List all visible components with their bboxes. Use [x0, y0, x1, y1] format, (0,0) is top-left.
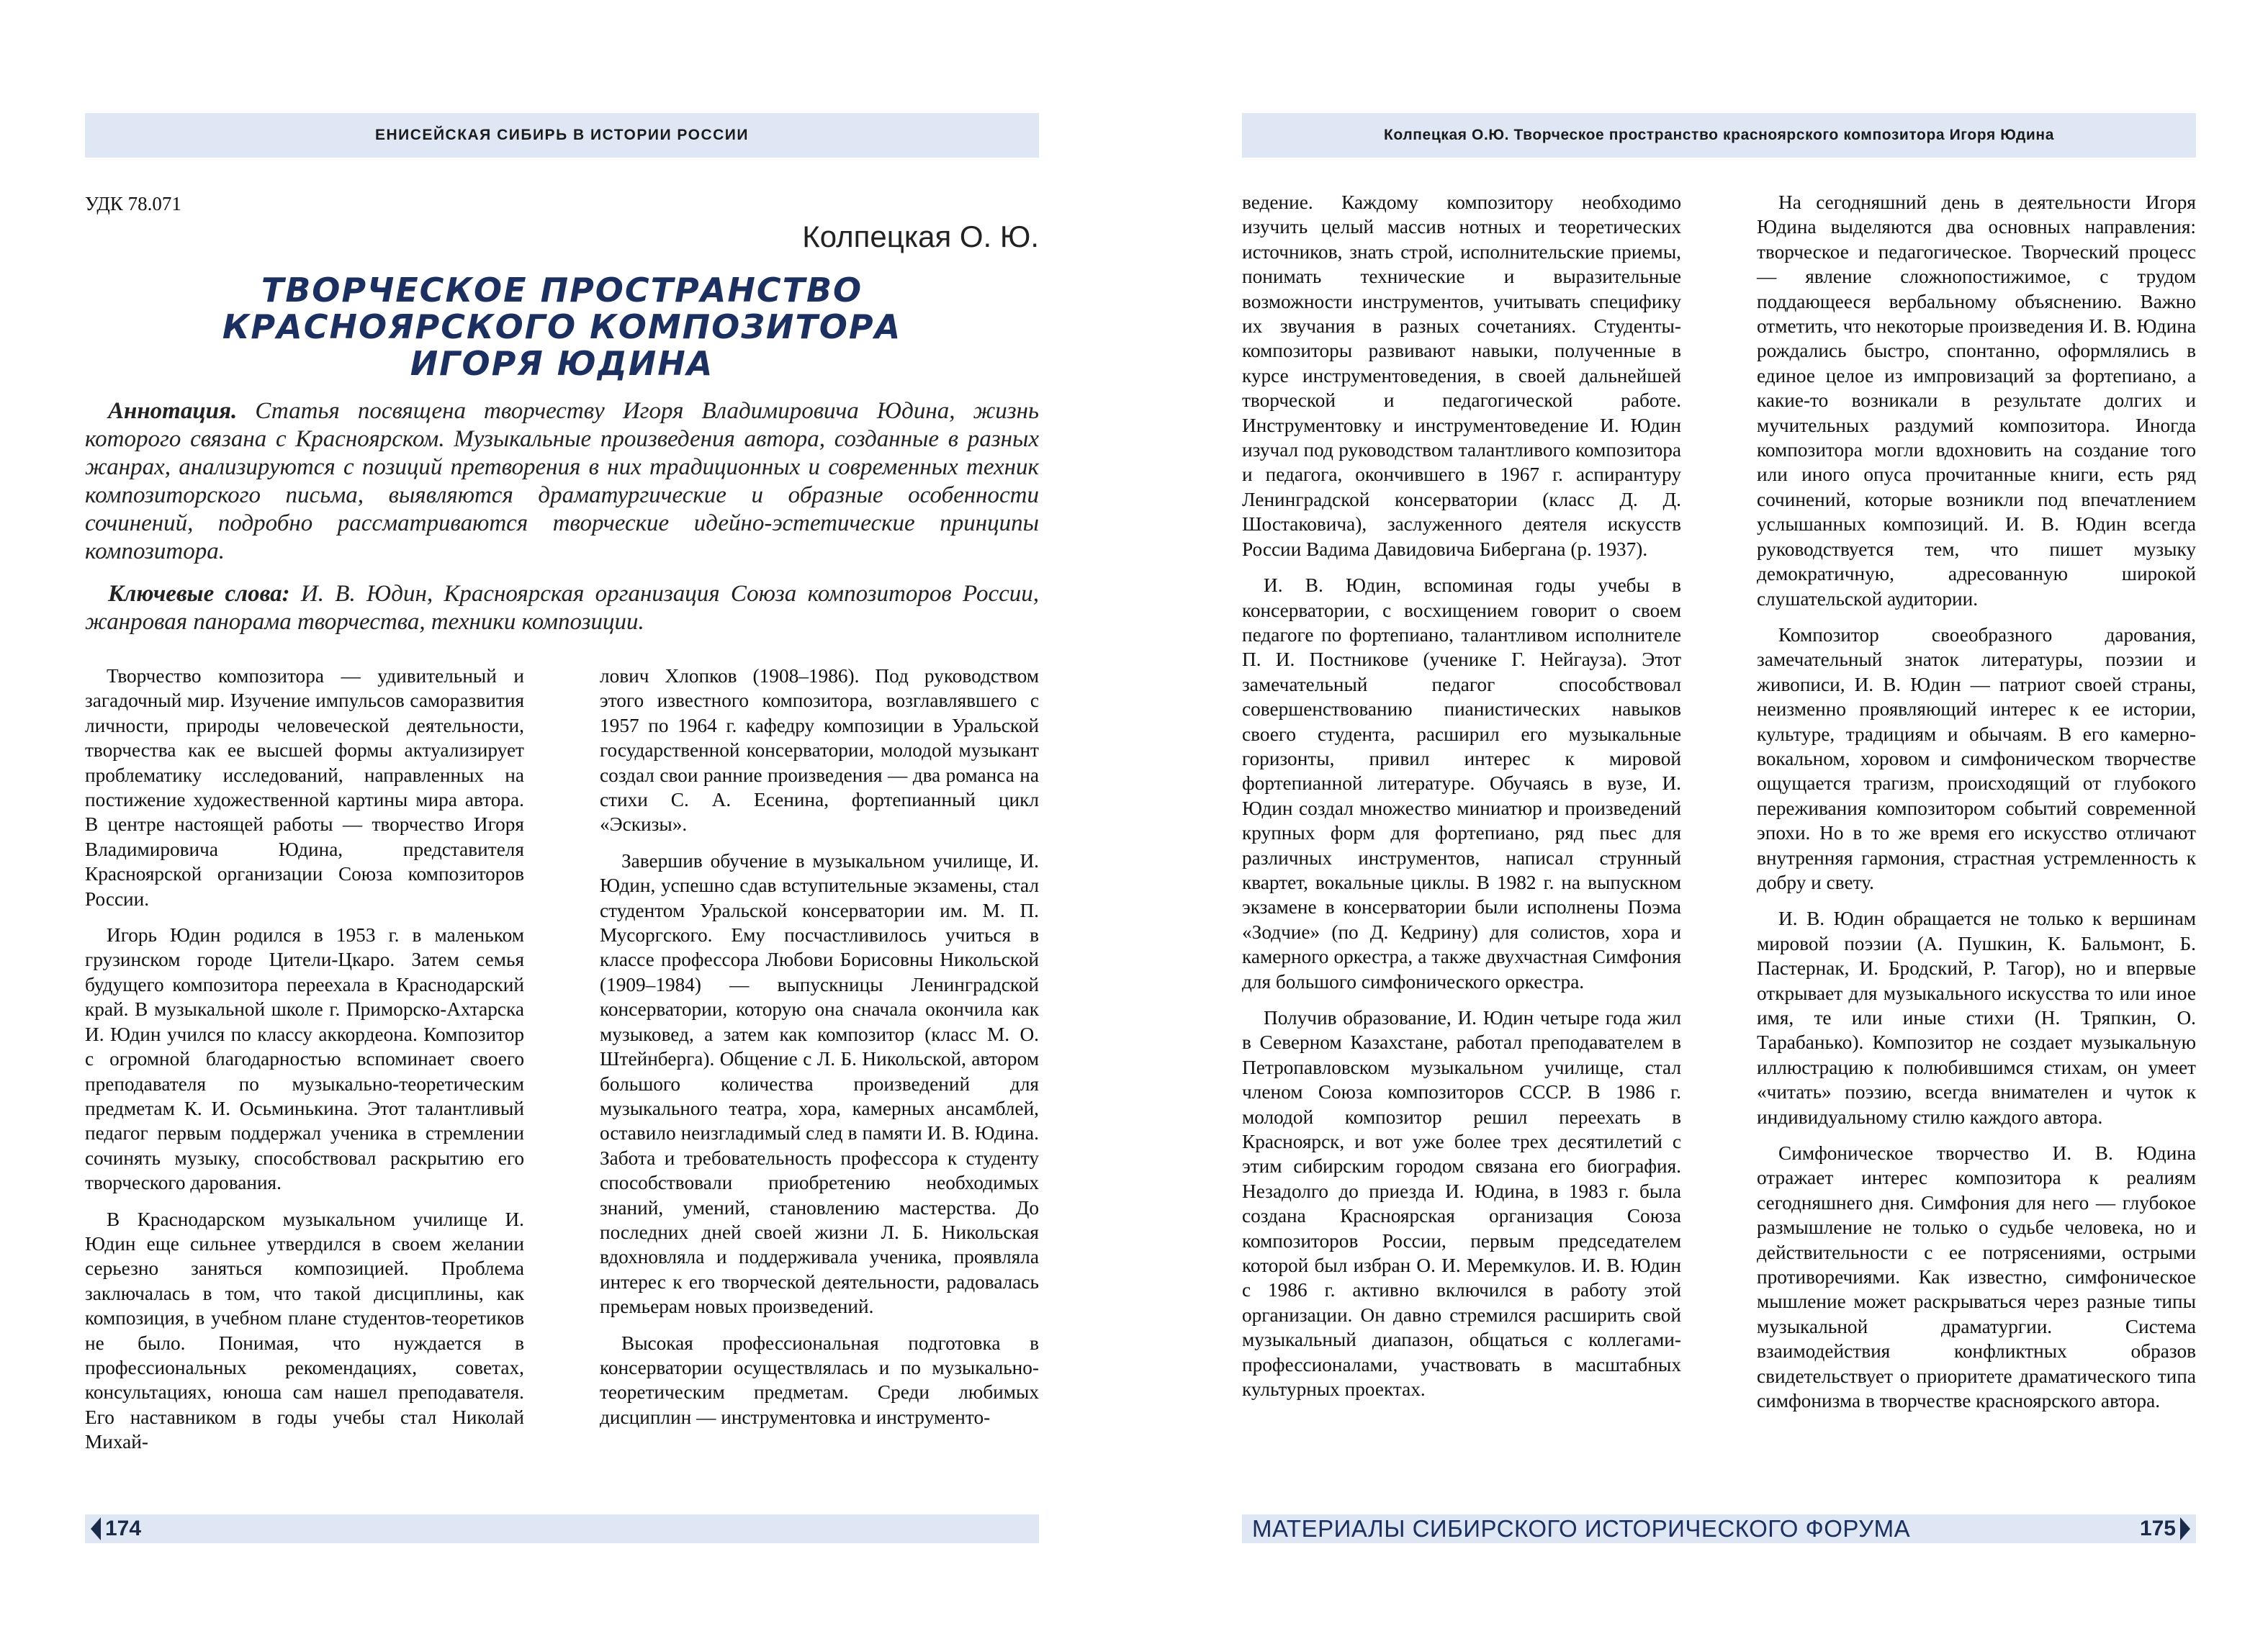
running-header-right: Колпецкая О.Ю. Творческое пространство красноярского композитора Игоря Юдина — [1242, 113, 2196, 158]
body-paragraph: И. В. Юдин обращается не только к вершинам мировой поэзии (А. Пушкин, К. Бальмонт, Б. Пастернак, И. Бродский, Р. Тагор), но и впервые открывает для музыкального искусства то или иное имя, те или иные стихи (Н. Тряпкин, О. Тарабанько). Композитор не создает музыкальную иллюстрацию к полюбившимся стихам, он умеет «читать» поэзию, всегда внимателен и чуток к индивидуальному стилю каждого автора. — [1757, 908, 2196, 1128]
title-line: КРАСНОЯРСКОГО КОМПОЗИТОРА — [222, 307, 902, 346]
page-number-text: 174 — [105, 1517, 142, 1540]
title-line: ИГОРЯ ЮДИНА — [410, 344, 714, 383]
abstract-text: Статья посвящена творчеству Игоря Владимировича Юдина, жизнь которого связана с Красноярском. Музыкальные произведения автора, созданные в разных жанрах, анализируются с позиций претворения в них традиционных и современных техник композиторского письма, выявляются драматургические и образные особенности сочинений, подробно рассматриваются творческие идейно-эстетические принципы композитора. — [85, 398, 1039, 564]
body-paragraph: Творчество композитора — удивительный и загадочный мир. Изучение импульсов саморазвития личности, природы человеческой деятельности, творчества как ее высшей формы актуализирует проблематику исследований, направленных на постижение художественной картины мира автора. В центре настоящей работы — творчество Игоря Владимировича Юдина, представителя Красноярской организации Союза композиторов России. — [85, 665, 524, 910]
body-paragraph: Высокая профессиональная подготовка в консерватории осуществлялась и по музыкально-теоретическим предметам. Среди любимых дисциплин — инструментовка и инструменто- — [600, 1332, 1039, 1428]
article-title — [85, 272, 1039, 382]
title-line: ТВОРЧЕСКОЕ ПРОСТРАНСТВО — [261, 271, 863, 310]
udk-code: УДК 78.071 — [85, 193, 181, 214]
body-paragraph: На сегодняшний день в деятельности Игоря Юдина выделяются два основных направления: творческое и педагогическое. Творческий процесс — явление сложнопостижимое, с трудом поддающееся вербальному объяснению. Важно отметить, что некоторые произведения И. В. Юдина рождались быстро, спонтанно, оформлялись в единое целое из импровизаций за фортепиано, а какие-то возникали в результате долгих и мучительных раздумий композитора. Иногда композитора могли вдохновить на создание того или иного опуса прочитанные книги, есть ряд сочинений, которые возникли под впечатлением услышанных композиций. И. В. Юдин всегда руководствуется тем, что пишет музыку демократичную, адресованную широкой слушательской аудитории. — [1757, 191, 2196, 610]
body-paragraph: ведение. Каждому композитору необходимо изучить целый массив нотных и теоретических источников, знать строй, исполнительские приемы, понимать технические и выразительные возможности инструментов, учитывать специфику их звучания в разных сочетаниях. Студенты-композиторы развивают навыки, полученные в курсе инструментоведения, в своей дальнейшей творческой и педагогической работе. Инструментовку и инструментоведение И. Юдин изучал под руководством талантливого композитора и педагога, окончившего в 1967 г. аспирантуру Ленинградской консерватории (класс Д. Д. Шостаковича), заслуженного деятеля искусств России Вадима Давидовича Бибергана (р. 1937). — [1242, 191, 1681, 560]
right-column-2 — [1757, 190, 2196, 1414]
body-paragraph: Игорь Юдин родился в 1953 г. в маленьком грузинском городе Цители-Цкаро. Затем семья будущего композитора переехала в Краснодарский край. В музыкальной школе г. Приморско-Ахтарска И. Юдин учился по классу аккордеона. Композитор с огромной благодарностью вспоминает своего преподавателя по музыкально-теоретическим предметам К. И. Осьминькина. Этот талантливый педагог первым поддержал ученика в стремлении сочинять музыку, способствовал раскрытию его творческого дарования. — [85, 924, 524, 1194]
left-column-2 — [600, 664, 1039, 1430]
body-paragraph: лович Хлопков (1908–1986). Под руководством этого известного композитора, возглавлявшего с 1957 по 1964 г. кафедру композиции в Уральской государственной консерватории, молодой музыкант создал свои ранние произведения — два романса на стихи С. А. Есенина, фортепианный цикл «Эскизы». — [600, 665, 1039, 836]
chevron-left-icon — [91, 1517, 101, 1540]
running-header-left: ЕНИСЕЙСКАЯ СИБИРЬ В ИСТОРИИ РОССИИ — [85, 113, 1039, 158]
body-paragraph: В Краснодарском музыкальном училище И. Юдин еще сильнее утвердился в своем желании серьезно заняться композицией. Проблема заключалась в том, что такой дисциплины, как композиция, в учебном плане студентов-теоретиков не было. Понимая, что нуждается в профессиональных рекомендациях, советах, консультациях, юноша сам нашел преподавателя. Его наставником в годы учебы стал Николай Михай- — [85, 1208, 524, 1453]
keywords-label: Ключевые слова: — [108, 581, 290, 607]
footer-left — [85, 1514, 1039, 1543]
page-number-text: 175 — [2139, 1517, 2176, 1540]
keywords-paragraph — [85, 580, 1039, 636]
right-column-1 — [1242, 190, 1681, 1402]
left-column-1 — [85, 664, 524, 1455]
body-paragraph: Завершив обучение в музыкальном училище, И. Юдин, успешно сдав вступительные экзамены, стал студентом Уральской консерватории им. М. П. Мусоргского. Ему посчастливилось учиться в классе профессора Любови Борисовны Никольской (1909–1984) — выпускницы Ленинградской консерватории, которую она сначала окончила как музыковед, а затем как композитор (класс М. О. Штейнберга). Общение с Л. Б. Никольской, автором большого количества произведений для музыкального театра, хора, камерных ансамблей, оставило неизгладимый след в памяти И. В. Юдина. Забота и требовательность профессора к студенту способствовали приобретению необходимых знаний, умений, становлению мастерства. До последних дней своей жизни Л. Б. Никольская вдохновляла и поддерживала ученика, проявляла интерес к его творческой деятельности, радовалась премьерам новых произведений. — [600, 849, 1039, 1318]
abstract-block — [85, 397, 1039, 636]
abstract-label: Аннотация. — [108, 398, 238, 424]
right-page — [1134, 0, 2268, 1644]
author-name: Колпецкая О. Ю. — [802, 220, 1039, 253]
page-number-left — [91, 1517, 141, 1541]
footer-right — [1242, 1514, 2196, 1543]
abstract-paragraph — [85, 397, 1039, 566]
journal-title: МАТЕРИАЛЫ СИБИРСКОГО ИСТОРИЧЕСКОГО ФОРУМА — [1252, 1515, 1911, 1542]
body-paragraph: Композитор своеобразного дарования, замечательный знаток литературы, поэзии и живописи, И. В. Юдин — патриот своей страны, неизменно проявляющий интерес к ее истории, культуре, традициям и обычаям. В его камерно-вокальном, хоровом и симфоническом творчестве ощущается трагизм, происходящий от глубокого переживания композитором событий современной эпохи. Но в то же время его искусство отличают внутренняя гармония, страстная устремленность к добру и свету. — [1757, 623, 2196, 893]
keywords-text: И. В. Юдин, Красноярская организация Союза композиторов России, жанровая панорама творчества, техники композиции. — [85, 581, 1039, 635]
body-paragraph: Получив образование, И. Юдин четыре года жил в Северном Казахстане, работал преподавателем в Петропавловском музыкальном училище, стал членом Союза композиторов СССР. В 1986 г. молодой композитор решил переехать в Красноярск, и вот уже более трех десятилетий с этим сибирским городом связана его биография. Незадолго до приезда И. Юдина, в 1983 г. была создана Красноярская организация Союза композиторов России, первым председателем которой был избран О. И. Меремкулов. И. В. Юдин с 1986 г. активно включился в работу этой организации. Он давно стремился расширить свой музыкальный диапазон, общаться с коллегами-профессионалами, участвовать в масштабных культурных проектах. — [1242, 1007, 1681, 1401]
chevron-right-icon — [2180, 1517, 2190, 1540]
body-paragraph: И. В. Юдин, вспоминая годы учебы в консерватории, с восхищением говорит о своем педагоге по фортепиано, талантливом исполнителе П. И. Постникове (ученике Г. Нейгауза). Этот замечательный педагог способствовал совершенствованию пианистических навыков своего студента, расширил его музыкальные горизонты, привил интерес к мировой фортепианной литературе. Обучаясь в вузе, И. Юдин создал множество миниатюр и произведений крупных форм для фортепиано, ряд пьес для различных инструментов, написал струнный квартет, вокальные циклы. В 1982 г. на выпускном экзамене в консерватории были исполнены Поэма «Зодчие» (по Д. Кедрину) для солистов, хора и камерного оркестра, а также двухчастная Симфония для большого симфонического оркестра. — [1242, 574, 1681, 993]
body-paragraph: Симфоническое творчество И. В. Юдина отражает интерес композитора к реалиям сегодняшнего дня. Симфония для него — глубокое размышление не только о судьбе человека, но и действительности с ее потрясениями, острыми противоречиями. Как известно, симфоническое мышление может раскрываться через разные типы музыкальной драматургии. Система взаимодействия конфликтных образов свидетельствует о приоритете драматического типа симфонизма в творчестве красноярского автора. — [1757, 1142, 2196, 1412]
page-number-right — [2140, 1517, 2190, 1541]
